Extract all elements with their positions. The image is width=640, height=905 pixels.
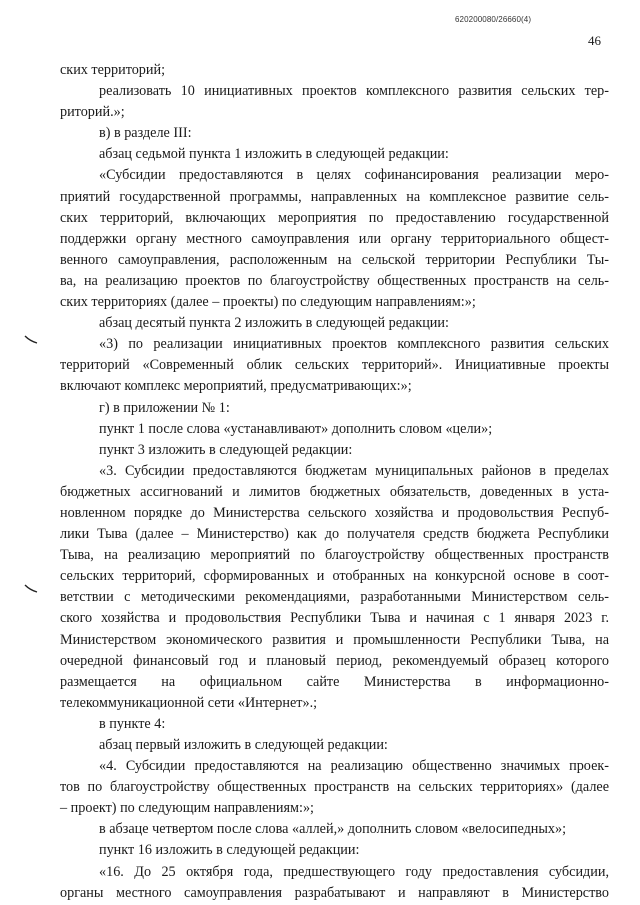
text-line: поддержки органу местного самоуправления или органу территориального общест- bbox=[60, 230, 609, 247]
text-line: «Субсидии предоставляются в целях софинансирования реализации меро- bbox=[99, 167, 609, 184]
text-line: абзац первый изложить в следующей редакции: bbox=[99, 737, 388, 753]
text-line: в) в разделе III: bbox=[99, 125, 192, 142]
text-line: венного самоуправления, расположенным на сельской территории Республики Ты- bbox=[60, 251, 609, 268]
text-line: пункт 3 изложить в следующей редакции: bbox=[99, 441, 353, 458]
text-line: тов по благоустройству общественных пространств на сельских территориях» (далее bbox=[60, 779, 609, 796]
text-line: ских территорий; bbox=[60, 62, 166, 78]
text-line: новленном порядке до Министерства сельского хозяйства и продовольствия Респуб- bbox=[60, 504, 609, 521]
text-line: ских территориях (далее – проекты) по следующим направлениям:»; bbox=[60, 294, 476, 311]
text-line: риторий.»; bbox=[60, 104, 125, 121]
text-line: г) в приложении № 1: bbox=[99, 399, 230, 416]
text-line: бюджетных ассигнований и лимитов бюджетных обязательств, доведенных в уста- bbox=[60, 483, 609, 500]
text-line: абзац десятый пункта 2 изложить в следующей редакции: bbox=[99, 315, 449, 332]
text-line: пункт 16 изложить в следующей редакции: bbox=[99, 842, 360, 859]
text-line: в пункте 4: bbox=[99, 715, 166, 732]
text-line: «16. До 25 октября года, предшествующего году предоставления субсидии, bbox=[99, 863, 609, 880]
text-line: телекоммуникационной сети «Интернет».; bbox=[60, 694, 318, 711]
text-line: в абзаце четвертом после слова «аллей,» дополнить словом «велосипедных»; bbox=[99, 821, 567, 838]
body-text bbox=[60, 60, 609, 904]
text-line: ветствии с методическими рекомендациями, разработанными Министерством сель- bbox=[60, 589, 609, 606]
text-line: «4. Субсидии предоставляются на реализацию общественно значимых проек- bbox=[99, 758, 609, 775]
text-line: ских территорий, включающих мероприятия по предоставлению государственной bbox=[60, 209, 609, 226]
text-line: пункт 1 после слова «устанавливают» дополнить словом «цели»; bbox=[99, 420, 493, 437]
text-line: абзац седьмой пункта 1 изложить в следующей редакции: bbox=[99, 146, 449, 163]
text-line: органы местного самоуправления разрабатывают и направляют в Министерство bbox=[60, 884, 609, 901]
text-line: «3) по реализации инициативных проектов комплексного развития сельских bbox=[99, 336, 609, 353]
text-line: реализовать 10 инициативных проектов комплексного развития сельских тер- bbox=[99, 83, 609, 100]
margin-mark-icon bbox=[24, 334, 38, 344]
text-line: размещается на официальном сайте Министерства в информационно- bbox=[60, 673, 609, 690]
text-line: сельских территорий, сформированных и отобранных на конкурсной основе в соот- bbox=[60, 568, 609, 585]
text-line: ского хозяйства и продовольствия Республики Тыва и начиная с 1 января 2023 г. bbox=[60, 610, 609, 627]
document-number: 620200080/26660(4) bbox=[455, 15, 532, 24]
text-line: территорий «Современный облик сельских территорий». Инициативные проекты bbox=[60, 357, 609, 374]
text-line: ва, на реализацию проектов по благоустройству общественных пространств на сель- bbox=[60, 272, 609, 289]
text-line: включают комплекс мероприятий, предусматривающих:»; bbox=[60, 378, 412, 395]
text-line: очередной финансовый год и плановый период, рекомендуемый образец которого bbox=[60, 652, 609, 669]
page-number: 46 bbox=[588, 33, 601, 48]
text-line: лики Тыва (далее – Министерство) как до получателя средств бюджета Республики bbox=[60, 526, 609, 543]
margin-mark-icon bbox=[24, 583, 38, 593]
text-line: – проект) по следующим направлениям:»; bbox=[60, 800, 314, 817]
text-line: Тыва, на реализацию мероприятий по благоустройству общественных пространств bbox=[60, 547, 609, 564]
text-line: приятий государственной программы, направленных на комплексное развитие сель- bbox=[60, 188, 609, 205]
text-line: Министерством экономического развития и промышленности Республики Тыва, на bbox=[60, 631, 609, 648]
text-line: «3. Субсидии предоставляются бюджетам муниципальных районов в пределах bbox=[99, 462, 609, 479]
